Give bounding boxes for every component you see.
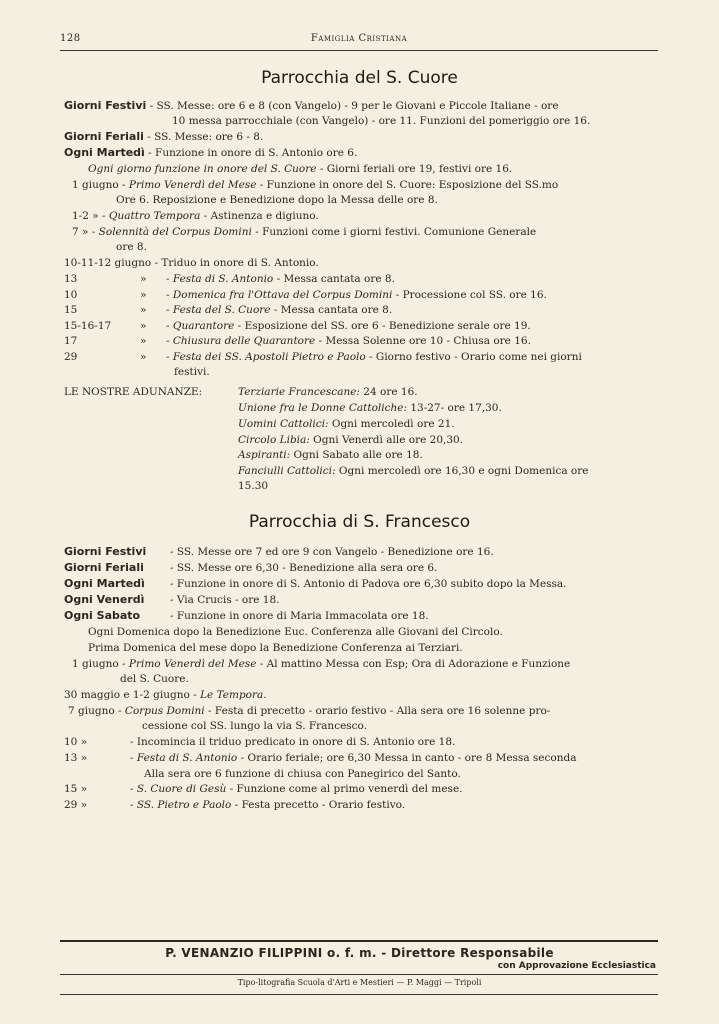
event-text: del S. Cuore.	[120, 673, 189, 685]
cuore-martedi-line	[64, 146, 357, 160]
event-title: Le Tempora.	[200, 689, 267, 701]
event-text: Ore 6. Reposizione e Benedizione dopo la Messa delle ore 8.	[116, 194, 438, 206]
event-title: - Quarantore	[166, 320, 235, 332]
event-date: 15	[64, 304, 78, 316]
francesco-event	[64, 751, 576, 765]
cuore-event	[174, 365, 210, 379]
cuore-festivi-label: Giorni Festivi	[64, 99, 147, 112]
francesco-row	[64, 545, 494, 559]
adunanze-label: LE NOSTRE ADUNANZE:	[64, 386, 203, 398]
event-title: - SS. Pietro e Paolo	[130, 799, 232, 811]
cuore-event: 17 » - Chiusura delle Quarantore - Messa Solenne ore 10 - Chiusa ore 16.	[64, 335, 531, 347]
event-title: - Festa dei SS. Apostoli Pietro e Paolo	[166, 351, 366, 363]
francesco-event	[64, 782, 463, 796]
footer-rule-middle	[60, 974, 658, 975]
event-text: - Giorno festivo - Orario come nei giorni	[365, 351, 582, 363]
adunanza-row	[238, 385, 418, 399]
adunanza-row	[238, 448, 423, 462]
francesco-row-text: - Funzione in onore di Maria Immacolata ore 18.	[170, 610, 429, 622]
event-text: cessione col SS. lungo la via S. Francesco.	[142, 720, 368, 732]
francesco-row-text: - Funzione in onore di S. Antonio di Padova ore 6,30 subito dopo la Messa.	[170, 578, 567, 590]
event-text: - Processione col SS. ore 16.	[392, 289, 547, 301]
francesco-row-label: Giorni Feriali	[64, 561, 144, 574]
francesco-row	[64, 609, 429, 623]
section-title-cuore: Parrocchia del S. Cuore	[261, 68, 458, 88]
event-date: 10	[64, 289, 78, 301]
francesco-row	[64, 561, 437, 575]
francesco-row-label: Ogni Venerdì	[64, 593, 145, 606]
adunanza-time: Ogni mercoledì ore 21.	[328, 418, 455, 430]
cuore-event	[72, 178, 558, 192]
event-text: festivi.	[174, 366, 210, 378]
event-text: - Al mattino Messa con Esp; Ora di Adorazione e Funzione	[256, 658, 571, 670]
cuore-event: 29 » - Festa dei SS. Apostoli Pietro e Paolo - Giorno festivo - Orario come nei giorni	[64, 351, 582, 363]
adunanza-row	[238, 401, 502, 415]
event-date: 7 giugno -	[68, 705, 122, 717]
adunanza-time: 15.30	[238, 480, 269, 492]
adunanza-time: Ogni Sabato alle ore 18.	[290, 449, 423, 461]
adunanza-row	[238, 479, 268, 493]
adunanza-row	[238, 464, 588, 478]
journal-title: Famiglia Cristiana	[310, 33, 408, 44]
event-date: 29 »	[64, 799, 88, 811]
event-date: 15-16-17	[64, 320, 112, 332]
adunanza-row	[238, 417, 455, 431]
adunanza-time: 13-27- ore 17,30.	[407, 402, 502, 414]
footer-rule-top	[60, 940, 658, 942]
francesco-event	[64, 688, 267, 702]
event-date: 15 »	[64, 783, 88, 795]
francesco-event	[144, 767, 461, 781]
cuore-festivi-line-2: 10 messa parrocchiale (con Vangelo) - ore 11. Funzioni del pomeriggio ore 16.	[172, 115, 591, 127]
adunanza-name: Terziarie Francescane:	[238, 386, 360, 398]
francesco-row-text: - Via Crucis - ore 18.	[170, 594, 280, 606]
event-title: - Festa di S. Antonio	[166, 273, 274, 285]
event-title: - Solennità del Corpus Domini	[91, 226, 252, 238]
event-text: - Esposizione del SS. ore 6 - Benedizione serale ore 19.	[234, 320, 531, 332]
event-text: - Orario feriale; ore 6,30 Messa in canto - ore 8 Messa seconda	[237, 752, 577, 764]
section-title-francesco: Parrocchia di S. Francesco	[248, 512, 471, 532]
event-text: Alla sera ore 6 funzione di chiusa con Panegirico del Santo.	[144, 768, 461, 780]
cuore-event	[72, 209, 319, 223]
cuore-ogni-giorno-it: Ogni giorno funzione in onore del S. Cuore	[88, 163, 317, 175]
page-number: 128	[60, 33, 81, 44]
francesco-event	[120, 672, 189, 686]
event-title: - Festa del S. Cuore	[166, 304, 271, 316]
francesco-event	[64, 798, 405, 812]
cuore-festivi-line	[64, 99, 559, 113]
francesco-event	[68, 704, 550, 718]
cuore-ogni-giorno-text: - Giorni feriali ore 19, festivi ore 16.	[316, 163, 513, 175]
event-date: 1 giugno -	[72, 179, 126, 191]
event-title: - Domenica fra l'Ottava del Corpus Domini	[166, 289, 393, 301]
francesco-row-label: Ogni Sabato	[64, 609, 141, 622]
adunanza-row	[238, 433, 463, 447]
event-text: ore 8.	[116, 241, 147, 253]
event-date: 10-11-12 giugno	[64, 257, 152, 269]
event-date: 17	[64, 335, 78, 347]
cuore-feriali-label: Giorni Feriali	[64, 130, 144, 143]
cuore-event: 10 » - Domenica fra l'Ottava del Corpus Domini - Processione col SS. ore 16.	[64, 289, 547, 301]
event-text: - Triduo in onore di S. Antonio.	[151, 257, 319, 269]
printer-line: Tipo-litografia Scuola d'Arti e Mestieri — P. Maggi — Tripoli	[237, 978, 482, 987]
cuore-ogni-giorno-line	[88, 162, 512, 176]
adunanza-name: Aspiranti:	[238, 449, 291, 461]
cuore-event	[116, 240, 147, 254]
cuore-event: 15 » - Festa del S. Cuore - Messa cantata ore 8.	[64, 304, 393, 316]
francesco-note: Prima Domenica del mese dopo la Benedizione Conferenza ai Terziari.	[88, 642, 463, 654]
event-title: - Quattro Tempora	[102, 210, 201, 222]
francesco-row	[64, 593, 280, 607]
approval-line: con Approvazione Ecclesiastica	[497, 961, 656, 971]
cuore-martedi-label: Ogni Martedì	[64, 146, 145, 159]
director-line: P. VENANZIO FILIPPINI o. f. m. - Direttore Responsabile	[165, 946, 554, 960]
event-date: 13 »	[64, 752, 88, 764]
cuore-festivi-text: - SS. Messe: ore 6 e 8 (con Vangelo) - 9 per le Giovani e Piccole Italiane - ore	[149, 100, 559, 112]
event-text: - Messa Solenne ore 10 - Chiusa ore 16.	[315, 335, 531, 347]
adunanza-time: 24 ore 16.	[359, 386, 418, 398]
event-date: 1 giugno -	[72, 658, 126, 670]
event-date: 7 »	[72, 226, 89, 238]
event-text: - Incomincia il triduo predicato in onore di S. Antonio ore 18.	[130, 736, 456, 748]
adunanza-name: Fanciulli Cattolici:	[238, 465, 336, 477]
event-text: - Funzione come al primo venerdì del mese.	[226, 783, 463, 795]
cuore-feriali-text: - SS. Messe: ore 6 - 8.	[147, 131, 264, 143]
footer-rule-bottom	[60, 994, 658, 995]
francesco-row-label: Ogni Martedì	[64, 577, 145, 590]
event-text: - Festa precetto - Orario festivo.	[231, 799, 406, 811]
adunanza-name: Circolo Libia:	[238, 434, 310, 446]
francesco-note: Ogni Domenica dopo la Benedizione Euc. Conferenza alle Giovani del Circolo.	[88, 626, 503, 638]
cuore-event: 13 » - Festa di S. Antonio - Messa cantata ore 8.	[64, 273, 395, 285]
event-date: 1-2 »	[72, 210, 99, 222]
event-text: - Funzione in onore del S. Cuore: Esposizione del SS.mo	[256, 179, 559, 191]
francesco-event	[142, 719, 367, 733]
francesco-event	[72, 657, 570, 671]
francesco-row-text: - SS. Messe ore 6,30 - Benedizione alla sera ore 6.	[170, 562, 438, 574]
cuore-feriali-line	[64, 130, 263, 144]
event-title: Primo Venerdì del Mese	[128, 179, 257, 191]
event-text: - Funzioni come i giorni festivi. Comunione Generale	[251, 226, 537, 238]
event-title: - S. Cuore di Gesù	[130, 783, 227, 795]
event-text: - Astinenza e digiuno.	[200, 210, 319, 222]
event-text: - Messa cantata ore 8.	[273, 273, 395, 285]
event-date: 29	[64, 351, 78, 363]
event-text: - Festa di precetto - orario festivo - Alla sera ore 16 solenne pro-	[204, 705, 551, 717]
adunanza-name: Uomini Cattolici:	[238, 418, 329, 430]
cuore-event	[64, 256, 319, 270]
event-text: - Messa cantata ore 8.	[270, 304, 393, 316]
francesco-event	[64, 735, 455, 749]
francesco-row	[64, 577, 567, 591]
event-title: - Festa di S. Antonio	[130, 752, 238, 764]
header-rule	[60, 50, 658, 51]
francesco-row-label: Giorni Festivi	[64, 545, 147, 558]
event-date: 13	[64, 273, 78, 285]
adunanza-time: Ogni Venerdì alle ore 20,30.	[309, 434, 464, 446]
event-title: Corpus Domini	[124, 705, 205, 717]
event-title: - Chiusura delle Quarantore	[166, 335, 316, 347]
event-date: 10 »	[64, 736, 88, 748]
cuore-event: 15-16-17 » - Quarantore - Esposizione del SS. ore 6 - Benedizione serale ore 19.	[64, 320, 531, 332]
event-date: 30 maggio e 1-2 giugno -	[64, 689, 197, 701]
event-title: Primo Venerdì del Mese	[128, 658, 257, 670]
cuore-event	[116, 193, 438, 207]
cuore-event	[72, 225, 536, 239]
cuore-martedi-text: - Funzione in onore di S. Antonio ore 6.	[148, 147, 358, 159]
adunanza-time: Ogni mercoledì ore 16,30 e ogni Domenica ore	[335, 465, 589, 477]
adunanza-name: Unione fra le Donne Cattoliche:	[238, 402, 407, 414]
francesco-row-text: - SS. Messe ore 7 ed ore 9 con Vangelo - Benedizione ore 16.	[170, 546, 494, 558]
running-head	[60, 33, 658, 47]
